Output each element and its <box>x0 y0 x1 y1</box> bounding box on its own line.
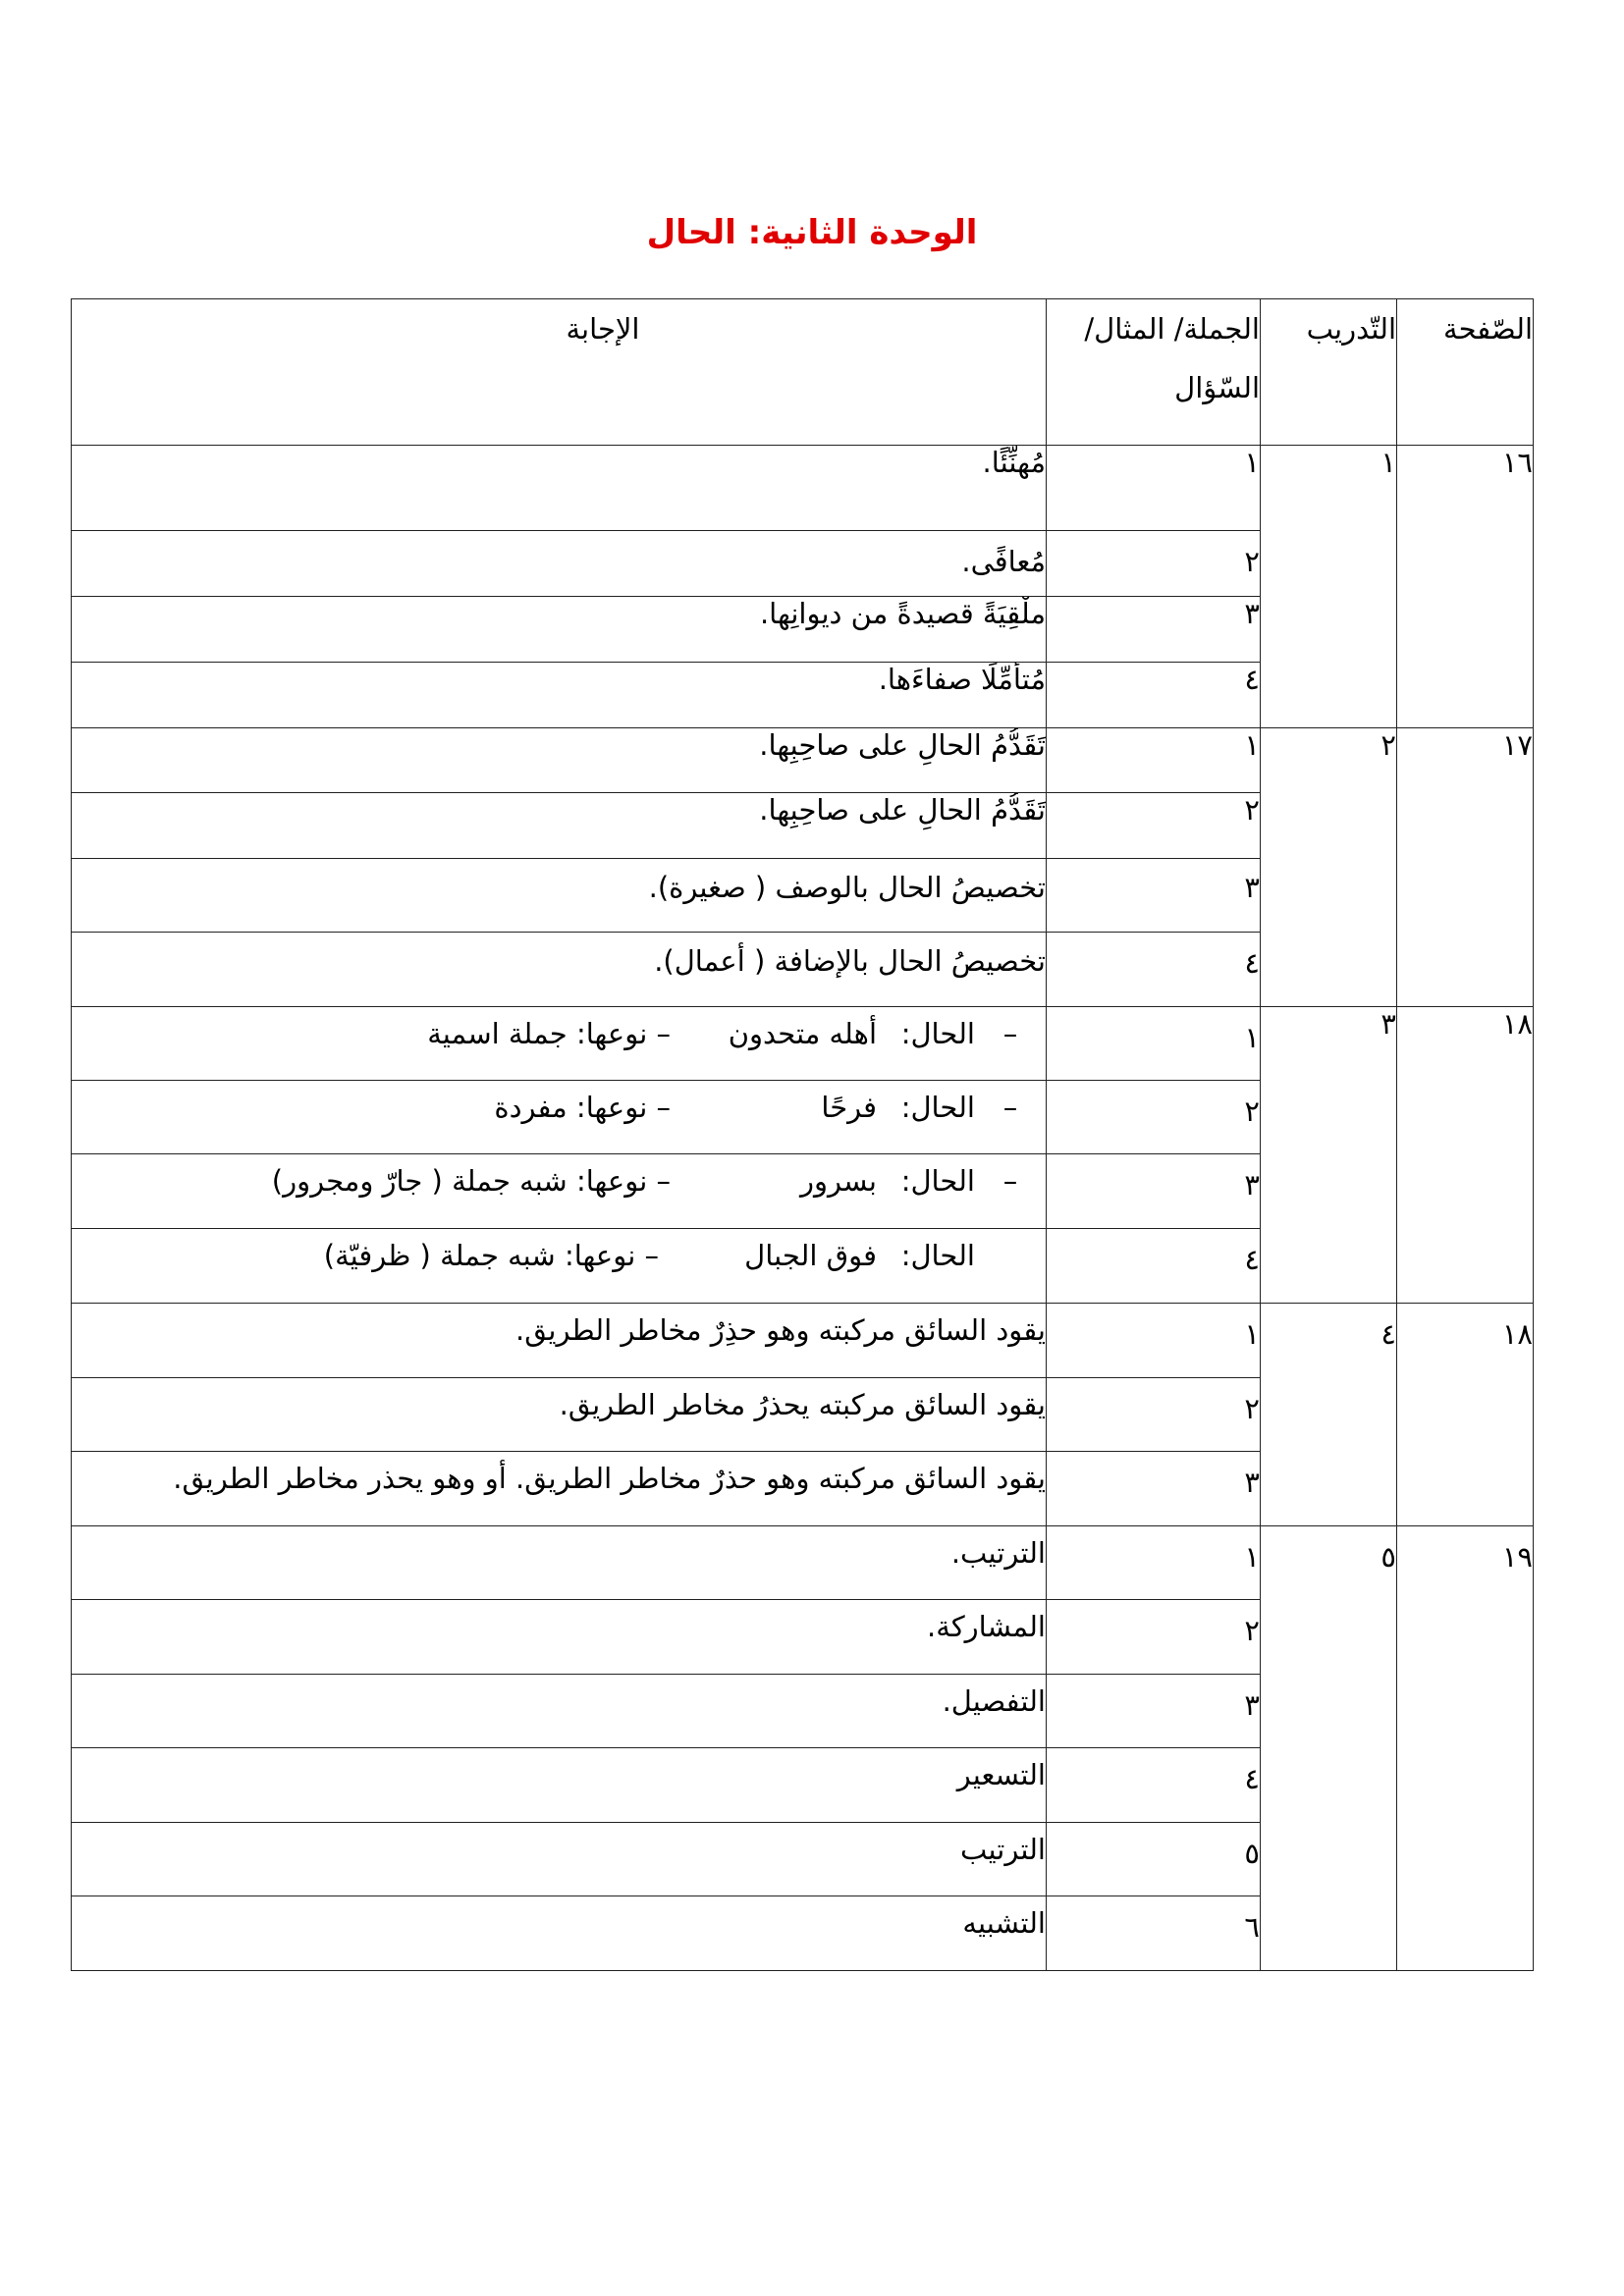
answer-cell: مُعافًى. <box>72 531 1047 597</box>
row-number: ٣ <box>1047 597 1261 663</box>
answer-cell: الترتيب <box>72 1823 1047 1896</box>
exercise-cell: ٢ <box>1261 728 1397 1007</box>
row-number: ٤ <box>1047 663 1261 728</box>
hal-label: الحال: <box>900 1091 975 1124</box>
answer-cell: التشبيه <box>72 1896 1047 1971</box>
table-row <box>72 1526 1534 1600</box>
row-number: ١ <box>1047 1526 1261 1600</box>
row-number: ٣ <box>1047 1452 1261 1526</box>
answer-cell: تَقَدُّمُ الحالِ على صاحِبِها. <box>72 728 1047 793</box>
header-exercise: التّدريب <box>1261 299 1397 446</box>
row-number: ١ <box>1047 1304 1261 1378</box>
answer-cell: الترتيب. <box>72 1526 1047 1600</box>
answer-cell <box>72 1154 1047 1229</box>
table-row <box>72 728 1534 793</box>
hal-type: – نوعها: جملة اسمية <box>427 1017 671 1050</box>
page-cell: ١٦ <box>1397 446 1534 728</box>
row-number: ٢ <box>1047 1378 1261 1452</box>
answer-cell: التفصيل. <box>72 1675 1047 1748</box>
hal-value: فوق الجبال <box>744 1239 877 1272</box>
dash <box>975 1239 1046 1272</box>
page-title: الوحدة الثانية: الحال <box>646 213 978 252</box>
header-page: الصّفحة <box>1397 299 1534 446</box>
hal-type: – نوعها: شبه جملة ( ظرفيّة) <box>323 1239 659 1272</box>
answer-cell: يقود السائق مركبته يحذرُ مخاطر الطريق. <box>72 1378 1047 1452</box>
answer-cell: تخصيصُ الحال بالوصف ( صغيرة). <box>72 859 1047 933</box>
header-sentence: الجملة/ المثال/السّؤال <box>1047 299 1261 446</box>
table-row <box>72 1007 1534 1081</box>
header-answer: الإجابة <box>72 299 1047 446</box>
row-number: ٢ <box>1047 1081 1261 1154</box>
answer-cell: ملْقِيَةً قصيدةً من ديوانِها. <box>72 597 1047 663</box>
row-number: ٤ <box>1047 1229 1261 1304</box>
hal-value: فرحًا <box>821 1091 877 1124</box>
dash: – <box>1002 1017 1018 1050</box>
table-row <box>72 446 1534 531</box>
answer-cell: يقود السائق مركبته وهو حذرٌ مخاطر الطريق. أو وهو يحذر مخاطر الطريق. <box>72 1452 1047 1526</box>
exercise-cell: ٤ <box>1261 1304 1397 1526</box>
row-number: ٤ <box>1047 933 1261 1007</box>
exercise-cell: ٣ <box>1261 1007 1397 1304</box>
answer-cell: تخصيصُ الحال بالإضافة ( أعمال). <box>72 933 1047 1007</box>
row-number: ٥ <box>1047 1823 1261 1896</box>
answers-table <box>71 298 1534 1971</box>
row-number: ٣ <box>1047 1675 1261 1748</box>
answer-cell: مُتأمِّلًا صفاءَها. <box>72 663 1047 728</box>
row-number: ٢ <box>1047 531 1261 597</box>
page-cell: ١٨ <box>1397 1007 1534 1304</box>
answer-cell: التسعير <box>72 1748 1047 1823</box>
hal-label: الحال: <box>900 1017 975 1050</box>
answer-cell: المشاركة. <box>72 1600 1047 1675</box>
page-cell: ١٨ <box>1397 1304 1534 1526</box>
hal-value: أهله متحدون <box>728 1017 877 1050</box>
row-number: ١ <box>1047 1007 1261 1081</box>
hal-type: – نوعها: مفردة <box>494 1091 671 1124</box>
table-header-row <box>72 299 1534 446</box>
page-cell: ١٧ <box>1397 728 1534 1007</box>
row-number: ٣ <box>1047 1154 1261 1229</box>
answer-cell <box>72 1007 1047 1081</box>
row-number: ٣ <box>1047 859 1261 933</box>
hal-value: بسرور <box>800 1164 877 1198</box>
hal-label: الحال: <box>900 1164 975 1198</box>
answer-cell: مُهنِّئًا. <box>72 446 1047 531</box>
row-number: ٦ <box>1047 1896 1261 1971</box>
dash: – <box>1002 1164 1018 1198</box>
row-number: ١ <box>1047 728 1261 793</box>
dash: – <box>1002 1091 1018 1124</box>
exercise-cell: ١ <box>1261 446 1397 728</box>
exercise-cell: ٥ <box>1261 1526 1397 1971</box>
row-number: ١ <box>1047 446 1261 531</box>
row-number: ٢ <box>1047 1600 1261 1675</box>
answer-cell: يقود السائق مركبته وهو حذِرٌ مخاطر الطريق. <box>72 1304 1047 1378</box>
hal-type: – نوعها: شبه جملة ( جارّ ومجرور) <box>271 1164 671 1198</box>
table-row <box>72 1304 1534 1378</box>
row-number: ٤ <box>1047 1748 1261 1823</box>
hal-label: الحال: <box>900 1239 975 1272</box>
row-number: ٢ <box>1047 793 1261 859</box>
answer-cell <box>72 1229 1047 1304</box>
page-cell: ١٩ <box>1397 1526 1534 1971</box>
answer-cell: تَقَدُّمُ الحالِ على صاحِبِها. <box>72 793 1047 859</box>
answer-cell <box>72 1081 1047 1154</box>
